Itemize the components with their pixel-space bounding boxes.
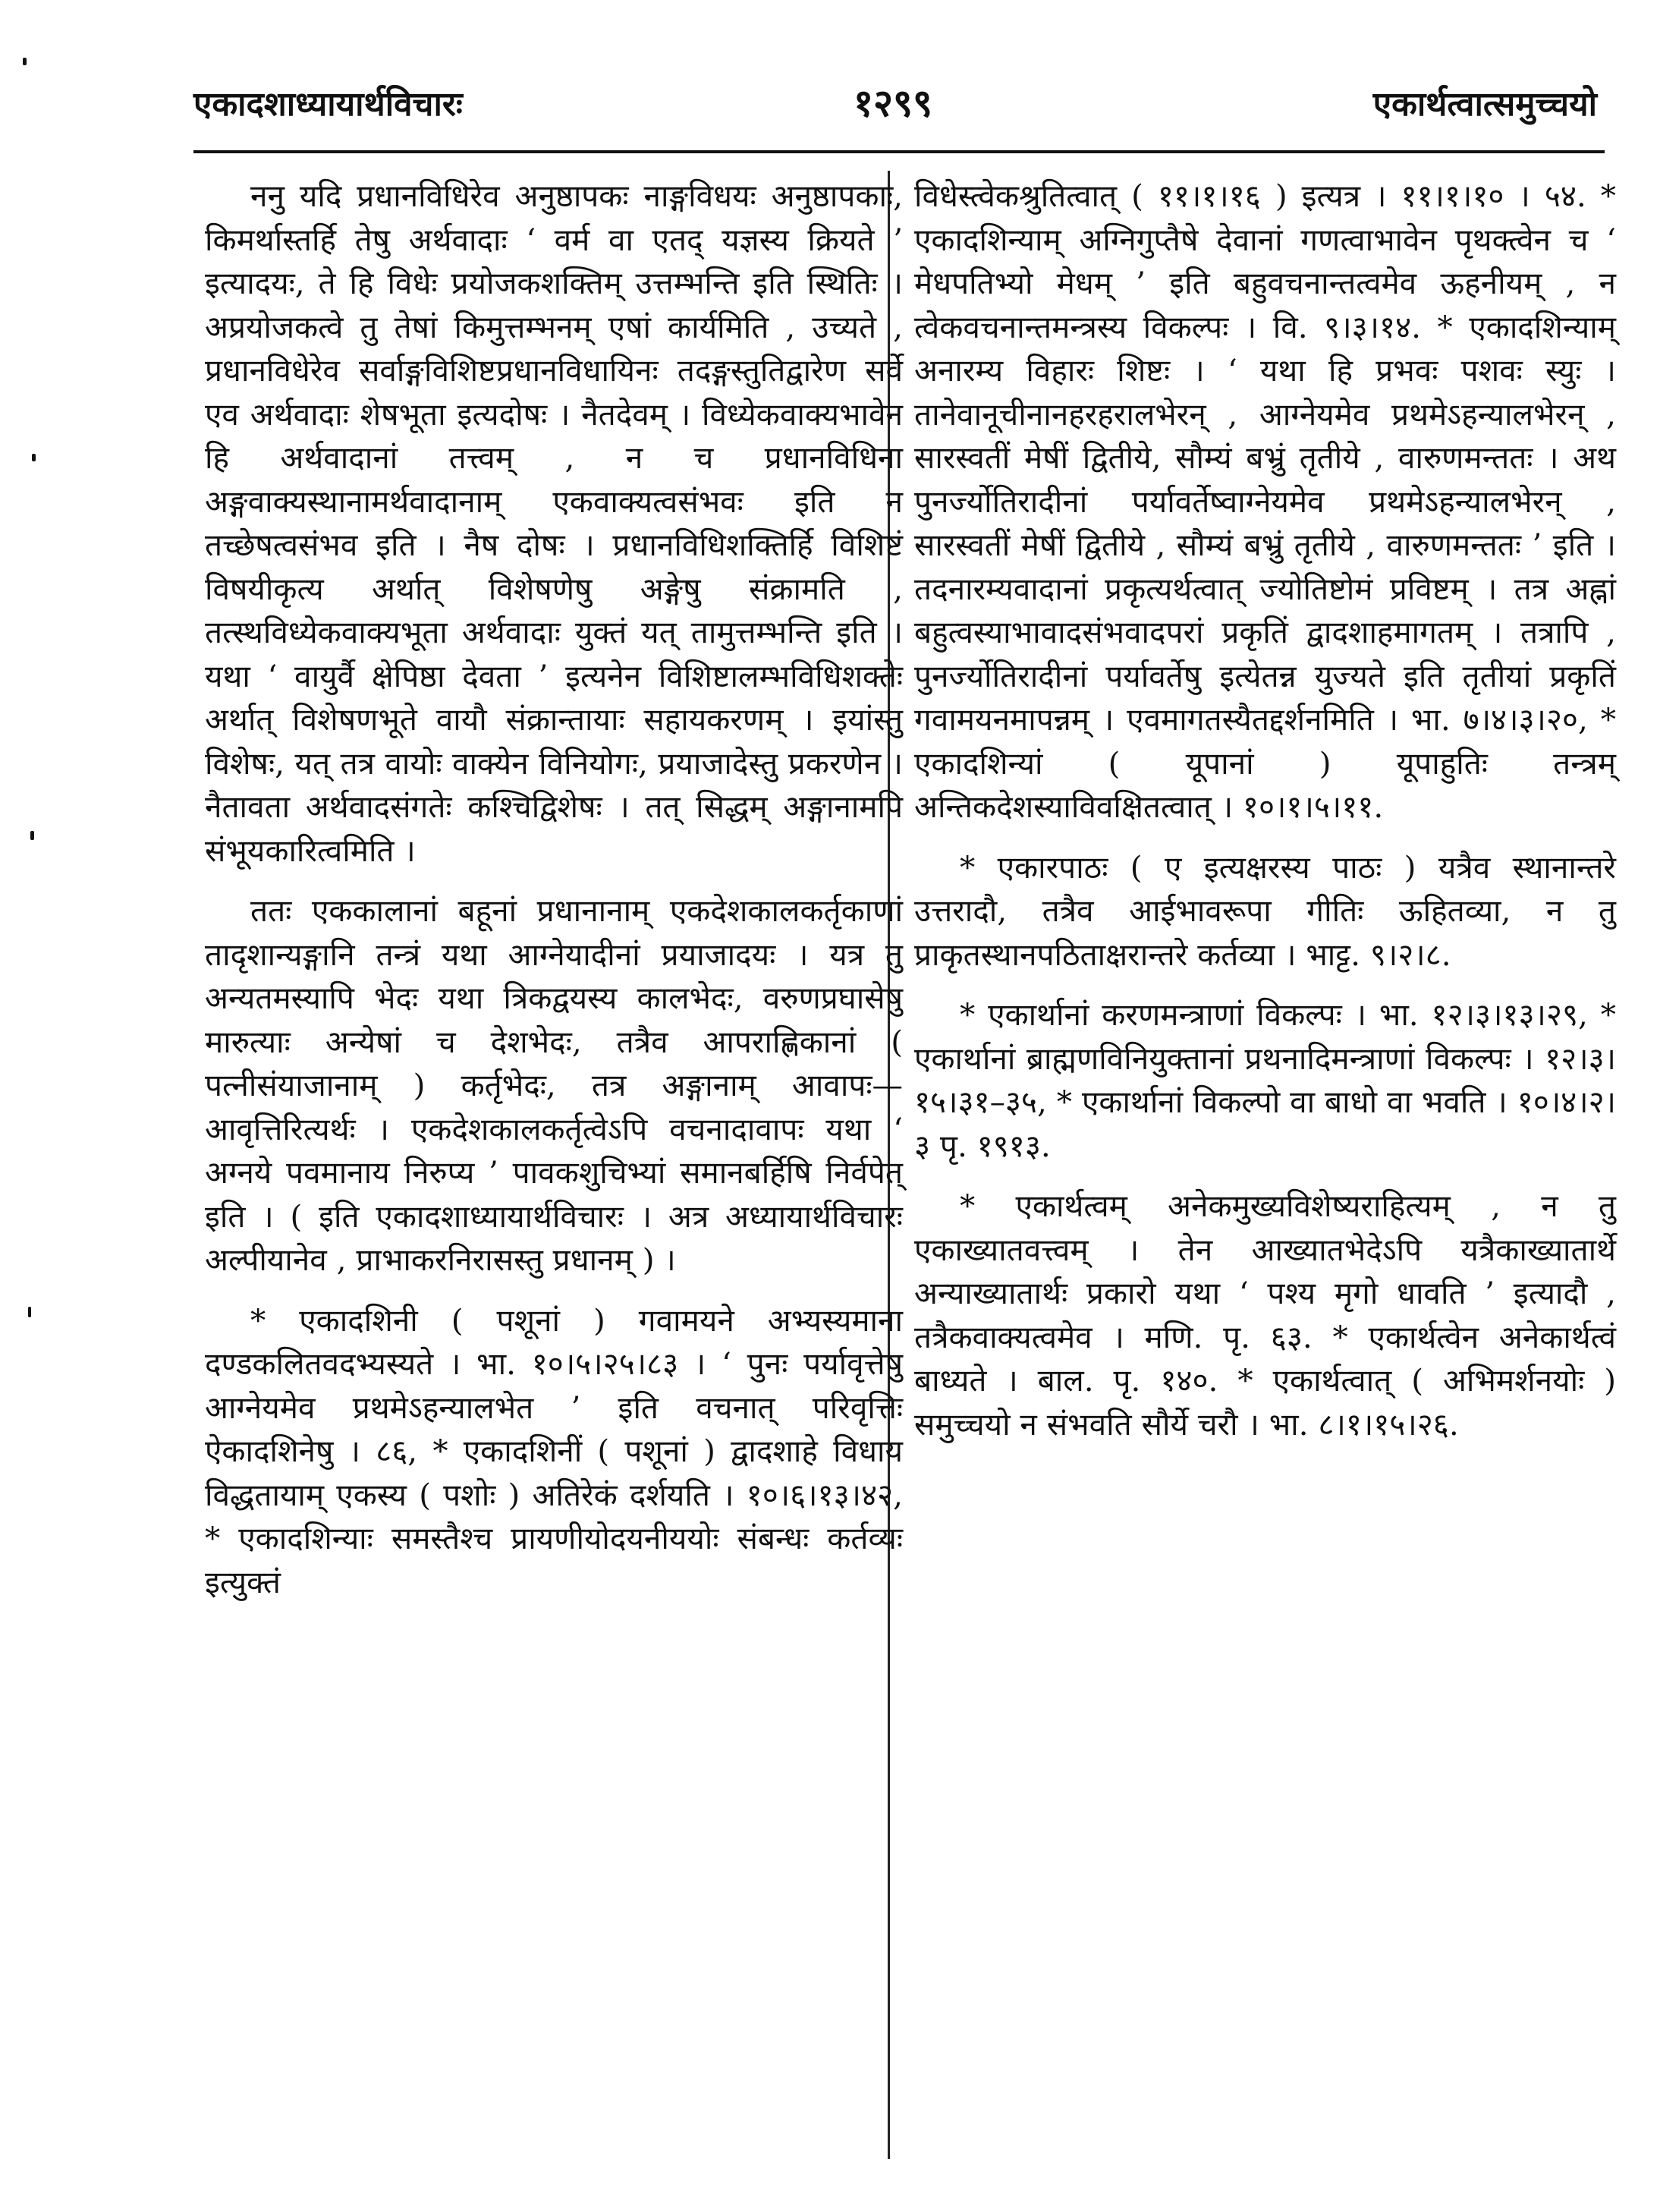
paragraph: * एकारपाठः ( ए इत्यक्षरस्य पाठः ) यत्रैव स्थानान्तरे उत्तरादौ, तत्रैव आईभावरूपा गीतिः ऊहितव्या, न तु प्राकृतस्थानपठिताक्षरान्तरे कर्तव्या । भाट्ट. ९।२।८.: [914, 848, 1616, 973]
margin-mark: [32, 454, 36, 461]
margin-mark: [23, 58, 27, 65]
left-column: [205, 175, 903, 1621]
paragraph: विधेस्त्वेकश्रुतित्वात् ( ११।१।१६ ) इत्यत्र । ११।१।१० । ५४. * एकादशिन्याम् अग्निगुप्तैषे देवानां गणत्वाभावेन पृथक्त्वेन च ‘ मेधपतिभ्यो मेधम् ’ इति बहुवचनान्तत्वमेव ऊहनीयम् , न त्वेकवचनान्तमन्त्रस्य विकल्पः । वि. ९।३।१४. * एकादशिन्याम् अनारम्य विहारः शिष्टः । ‘ यथा हि प्रभवः पशवः स्युः । तानेवानूचीनानहरहरालभेरन् , आग्नेयमेव प्रथमेऽहन्यालभेरन् , सारस्वतीं मेषीं द्वितीये, सौम्यं बभ्रुं तृतीये , वारुणमन्ततः । अथ पुनर्ज्योतिरादीनां पर्यावर्तेष्वाग्नेयमेव प्रथमेऽहन्यालभेरन् , सारस्वतीं मेषीं द्वितीये , सौम्यं बभ्रुं तृतीये , वारुणमन्ततः ’ इति । तदनारम्यवादानां प्रकृत्यर्थत्वात् ज्योतिष्टोमं प्रविष्टम् । तत्र अह्नां बहुत्वस्याभावादसंभवादपरां प्रकृतिं द्वादशाहमागतम् । तत्रापि , पुनर्ज्योतिरादीनां पर्यावर्तेषु इत्येतन्न युज्यते इति तृतीयां प्रकृतिं गवामयनमापन्नम् । एवमागतस्यैतद्दर्शनमिति । भा. ७।४।३।२०, * एकादशिन्यां ( यूपानां ) यूपाहुतिः तन्त्रम् अन्तिकदेशस्याविवक्षितत्वात् । १०।१।५।११.: [914, 178, 1616, 825]
page-header: [148, 72, 1605, 133]
margin-mark: [30, 831, 34, 840]
paragraph: * एकार्थानां करणमन्त्राणां विकल्पः । भा. १२।३।१३।२९, * एकार्थानां ब्राह्मणविनियुक्तानां प्रथनादिमन्त्राणां विकल्पः । १२।३।१५।३१–३५, * एकार्थानां विकल्पो वा बाधो वा भवति । १०।४।२।३ पृ. १९१३.: [914, 996, 1616, 1164]
page-number: १२९९: [854, 80, 932, 125]
paragraph: * एकादशिनी ( पशूनां ) गवामयने अभ्यस्यमाना दण्डकलितवदभ्यस्यते । भा. १०।५।२५।८३ । ‘ पुनः पर्यावृत्तेषु आग्नेयमेव प्रथमेऽहन्यालभेत ’ इति वचनात् परिवृत्तिः ऐकादशिनेषु । ८६, * एकादशिनीं ( पशूनां ) द्वादशाहे विधाय विद्धतायाम् एकस्य ( पशोः ) अतिरेकं दर्शयति । १०।६।१३।४२, * एकादशिन्याः समस्तैश्च प्रायणीयोदयनीययोः संबन्धः कर्तव्यः इत्युक्तं: [205, 1301, 903, 1600]
paragraph: ननु यदि प्रधानविधिरेव अनुष्ठापकः नाङ्गविधयः अनुष्ठापकाः, किमर्थास्तर्हि तेषु अर्थवादाः ‘ वर्म वा एतद् यज्ञस्य क्रियते ’ इत्यादयः, ते हि विधेः प्रयोजकशक्तिम् उत्तम्भन्ति इति स्थितिः । अप्रयोजकत्वे तु तेषां किमुत्तम्भनम् एषां कार्यमिति , उच्यते , प्रधानविधेरेव सर्वाङ्गविशिष्टप्रधानविधायिनः तदङ्गस्तुतिद्वारेण सर्वे एव अर्थवादाः शेषभूता इत्यदोषः । नैतदेवम् । विध्येकवाक्यभावेन हि अर्थवादानां तत्त्वम् , न च प्रधानविधिना अङ्गवाक्यस्थानामर्थवादानाम् एकवाक्यत्वसंभवः इति न तच्छेषत्वसंभव इति । नैष दोषः । प्रधानविधिशक्तिर्हि विशिष्टं विषयीकृत्य अर्थात् विशेषणेषु अङ्गेषु संक्रामति , तत्स्थविध्येकवाक्यभूता अर्थवादाः युक्तं यत् तामुत्तम्भन्ति इति । यथा ‘ वायुर्वै क्षेपिष्ठा देवता ’ इत्यनेन विशिष्टालम्भविधिशक्तेः अर्थात् विशेषणभूते वायौ संक्रान्तायाः सहायकरणम् । इयांस्तु विशेषः, यत् तत्र वायोः वाक्येन विनियोगः, प्रयाजादेस्तु प्रकरणेन । नैतावता अर्थवादसंगतेः कश्चिद्विशेषः । तत् सिद्धम् अङ्गानामपि संभूयकारित्वमिति ।: [205, 178, 903, 869]
paragraph: * एकार्थत्वम् अनेकमुख्यविशेष्यराहित्यम् , न तु एकाख्यातवत्त्वम् । तेन आख्यातभेदेऽपि यत्रैकाख्यातार्थे अन्याख्यातार्थः प्रकारो यथा ‘ पश्य मृगो धावति ’ इत्यादौ , तत्रैकवाक्यत्वमेव । मणि. पृ. ६३. * एकार्थत्वेन अनेकार्थत्वं बाध्यते । बाल. पृ. १४०. * एकार्थत्वात् ( अभिमर्शनयोः ) समुच्चयो न संभवति सौर्ये चरौ । भा. ८।१।१५।२६.: [914, 1188, 1616, 1443]
paragraph: ततः एककालानां बहूनां प्रधानानाम् एकदेशकालकर्तृकाणां तादृशान्यङ्गानि तन्त्रं यथा आग्नेयादीनां प्रयाजादयः । यत्र तु अन्यतमस्यापि भेदः यथा त्रिकद्वयस्य कालभेदः, वरुणप्रघासेषु मारुत्याः अन्येषां च देशभेदः, तत्रैव आपराह्णिकानां ( पत्नीसंयाजानाम् ) कर्तृभेदः, तत्र अङ्गानाम् आवापः— आवृत्तिरित्यर्थः । एकदेशकालकर्तृत्वेऽपि वचनादावापः यथा ‘ अग्नये पवमानाय निरुप्य ’ पावकशुचिभ्यां समानबर्हिषि निर्वपेत् इति । ( इति एकादशाध्यायार्थविचारः । अत्र अध्यायार्थविचारः अल्पीयानेव , प्राभाकरनिरासस्तु प्रधानम् ) ।: [205, 892, 903, 1278]
header-rule: [193, 150, 1605, 153]
header-left-title: एकादशाध्यायार्थविचारः: [193, 85, 463, 124]
header-right-title: एकार्थत्वात्समुच्चयो: [1372, 85, 1597, 124]
margin-mark: [28, 1307, 31, 1317]
right-column: [914, 175, 1616, 1463]
